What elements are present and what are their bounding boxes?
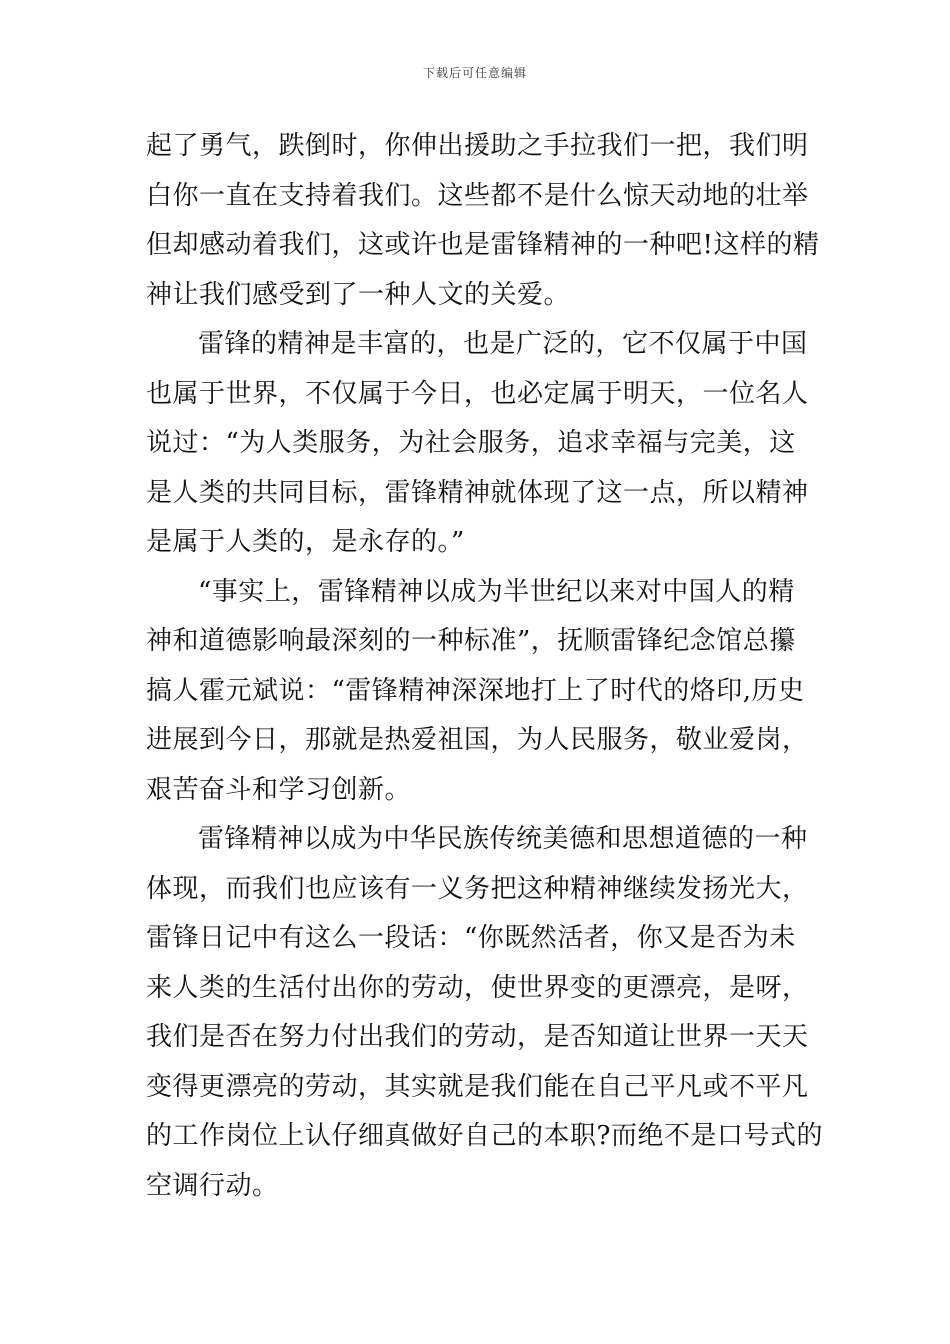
text-line: 是人类的共同目标，雷锋精神就体现了这一点，所以精神 <box>146 477 809 508</box>
text-line: “事实上，雷锋精神以成为半世纪以来对中国人的精 <box>198 576 795 607</box>
text-line: 雷锋的精神是丰富的，也是广泛的，它不仅属于中国 <box>198 329 808 359</box>
text-line: 我们是否在努力付出我们的劳动，是否知道让世界一天天 <box>146 1022 809 1052</box>
text-line: 进展到今日，那就是热爱祖国，为人民服务，敬业爱岗， <box>146 725 809 755</box>
text-line: 是属于人类的，是永存的。” <box>146 527 465 557</box>
text-line: 但却感动着我们，这或许也是雷锋精神的一种吧!这样的精 <box>146 230 820 260</box>
text-line: 艰苦奋斗和学习创新。 <box>146 774 412 805</box>
text-line: 雷锋日记中有这么一段话：“你既然活者，你又是否为未 <box>146 923 796 953</box>
text-line: 搞人霍元斌说：“雷锋精神深深地打上了时代的烙印,历史 <box>146 675 805 706</box>
text-line: 的工作岗位上认仔细真做好自己的本职?而绝不是口号式的 <box>146 1121 823 1151</box>
text-line: 空调行动。 <box>146 1170 279 1201</box>
text-line: 变得更漂亮的劳动，其实就是我们能在自己平凡或不平凡 <box>146 1071 809 1102</box>
text-line: 来人类的生活付出你的劳动，使世界变的更漂亮，是呀， <box>146 972 809 1003</box>
text-line: 白你一直在支持着我们。这些都不是什么惊天动地的壮举 <box>146 180 809 211</box>
text-line: 说过：“为人类服务，为社会服务，追求幸福与完美，这 <box>146 428 796 458</box>
page-header: 下载后可任意编辑 <box>422 66 527 80</box>
text-line: 起了勇气，跌倒时，你伸出援助之手拉我们一把，我们明 <box>146 131 809 161</box>
text-line: 雷锋精神以成为中华民族传统美德和思想道德的一种 <box>198 824 808 854</box>
paragraph-3 <box>146 568 810 816</box>
document-body <box>146 122 823 1211</box>
text-line: 也属于世界，不仅属于今日，也必定属于明天，一位名人 <box>146 378 809 409</box>
paragraph-1 <box>146 122 820 320</box>
text-line: 神让我们感受到了一种人文的关爱。 <box>146 279 571 310</box>
paragraph-4 <box>146 815 823 1211</box>
text-line: 神和道德影响最深刻的一种标准”，抚顺雷锋纪念馆总攥 <box>146 626 796 656</box>
paragraph-2 <box>146 320 810 568</box>
text-line: 体现，而我们也应该有一义务把这种精神继续发扬光大， <box>146 873 809 904</box>
